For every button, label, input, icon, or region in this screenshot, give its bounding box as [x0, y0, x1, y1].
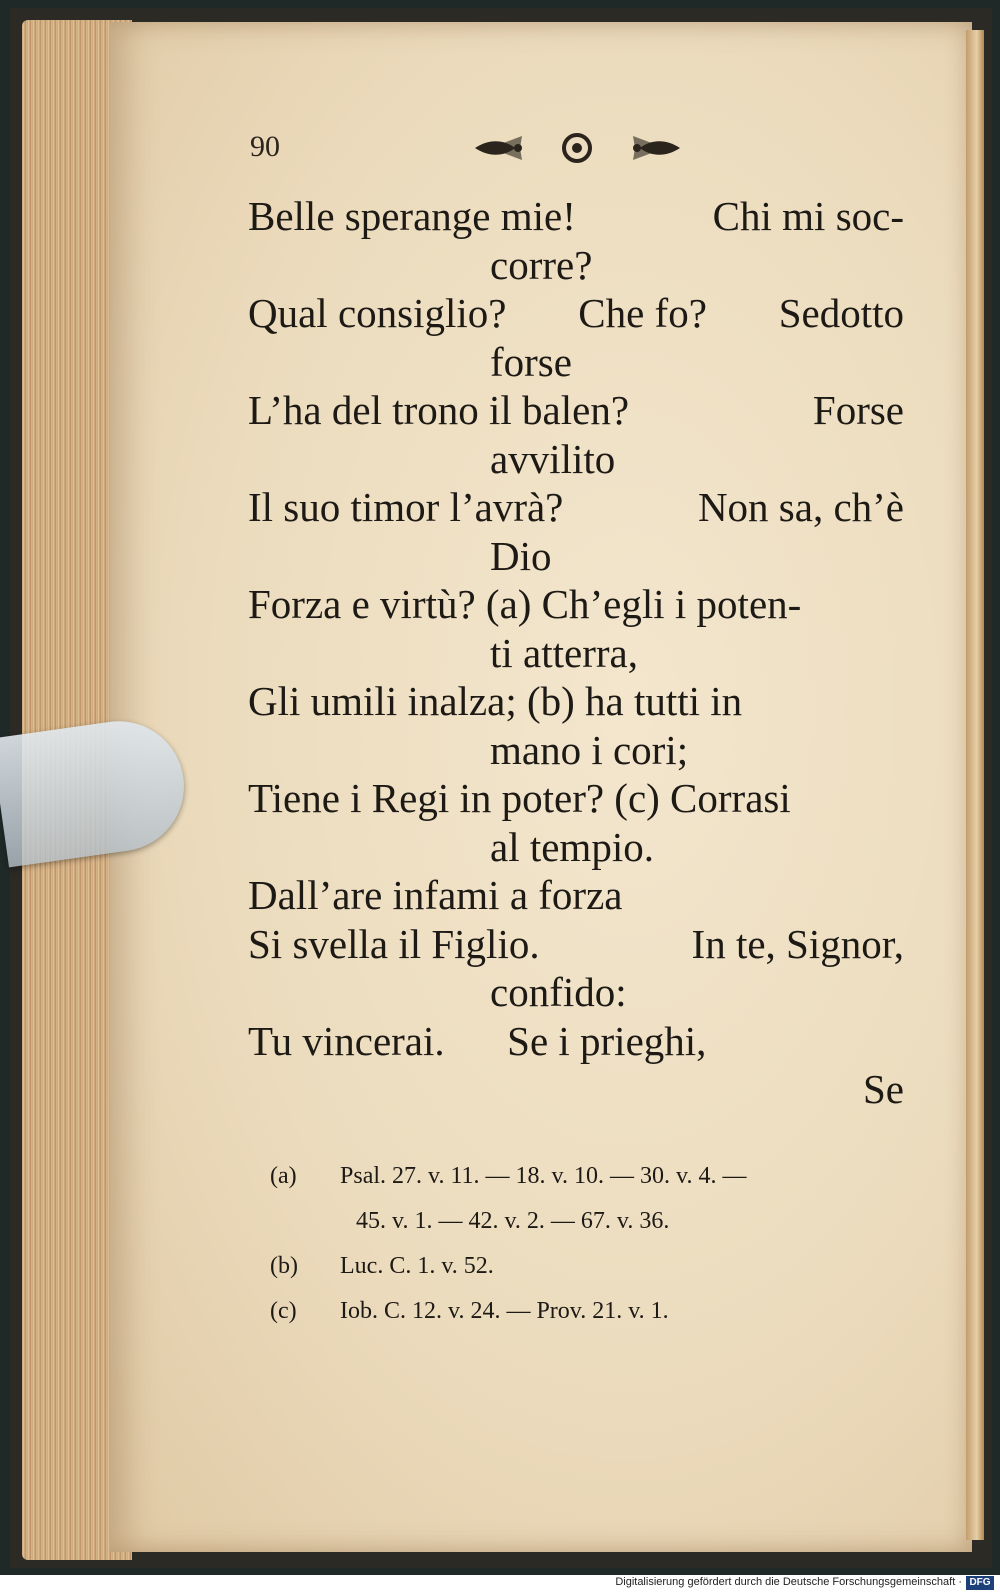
- text-line: Gli umili inalza; (b) ha tutti in: [248, 678, 743, 724]
- text-line: L’ha del trono il balen? Forse: [248, 387, 904, 433]
- text-line: Il suo timor l’avrà? Non sa, ch’è: [248, 484, 904, 530]
- footnote: [270, 1199, 900, 1244]
- page-number: 90: [250, 130, 280, 163]
- text-line: Qual consiglio? Che fo? Sedotto: [248, 290, 904, 336]
- footnote-mark: (b): [270, 1253, 298, 1279]
- footnote-text: 45. v. 1. — 42. v. 2. — 67. v. 36.: [356, 1208, 670, 1234]
- text-line: al tempio.: [490, 823, 654, 870]
- text-line: Dall’are infami a forza: [248, 872, 623, 918]
- text-line: Si svella il Figlio. In te, Signor,: [248, 920, 904, 967]
- footnote-text: Psal. 27. v. 11. — 18. v. 10. — 30. v. 4. —: [340, 1163, 747, 1189]
- text-line: Dio: [490, 532, 552, 579]
- dfg-logo: DFG: [966, 1576, 994, 1590]
- footnotes: [270, 1154, 900, 1334]
- text-line: mano i cori;: [490, 726, 689, 773]
- catchword: Se: [863, 1066, 904, 1112]
- text-line: Belle sperange mie! Chi mi soc-: [248, 193, 904, 239]
- text-line: confido:: [490, 969, 627, 1015]
- footnote-mark: (c): [270, 1298, 297, 1324]
- footer-credit: Digitalisierung gefördert durch die Deutsche Forschungsgemeinschaft ·: [615, 1576, 962, 1588]
- main-text: [248, 192, 904, 1114]
- text-line: ti atterra,: [490, 629, 638, 676]
- footnote: [270, 1289, 900, 1334]
- ornament-icon: [470, 122, 685, 174]
- text-line: avvilito: [490, 435, 616, 482]
- text-line: Tu vincerai. Se i prieghi,: [248, 1017, 707, 1064]
- footnote-text: Luc. C. 1. v. 52.: [340, 1253, 494, 1279]
- text-line: Tiene i Regi in poter? (c) Corrasi: [248, 775, 791, 821]
- text-line: forse: [490, 338, 572, 385]
- footnote-text: Iob. C. 12. v. 24. — Prov. 21. v. 1.: [340, 1298, 669, 1324]
- text-line: Forza e virtù? (a) Ch’egli i poten-: [248, 581, 802, 627]
- footnote: [270, 1154, 900, 1199]
- footnote-mark: (a): [270, 1163, 297, 1189]
- right-page-edge: [966, 30, 984, 1540]
- text-line: corre?: [490, 241, 593, 288]
- footnote: [270, 1244, 900, 1289]
